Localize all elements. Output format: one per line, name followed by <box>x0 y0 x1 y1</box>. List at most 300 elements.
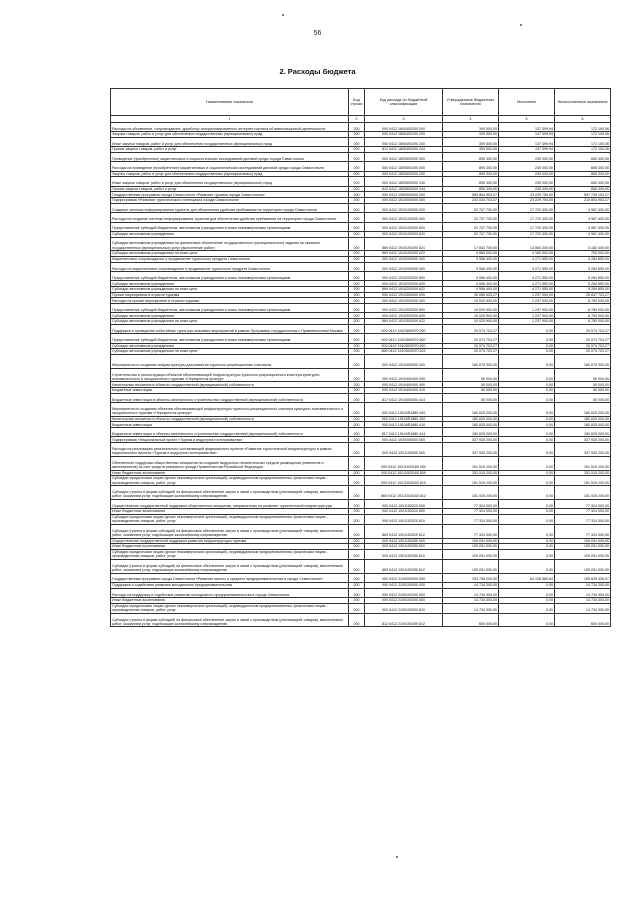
cell-approved: 22 707 700,00 <box>443 231 499 237</box>
cell-line-code: 200 <box>349 313 365 319</box>
cell-line-code: 200 <box>349 334 365 343</box>
cell-approved: 337 930 200,00 <box>443 437 499 443</box>
cell-classification: 000 0412 1800400200 200 <box>365 132 443 138</box>
cell-classification: 000 0412 2100100200 800 <box>365 598 443 604</box>
cell-name: Государственная программа города Севастополя «Развитие малого и среднего предпринимательства в городе Севастополе» <box>111 573 349 582</box>
cell-name: Предоставление субсидий бюджетным, автономным учреждениям и иным некоммерческим организациям <box>111 272 349 281</box>
table-row <box>111 499 611 508</box>
table-row <box>111 324 611 333</box>
cell-executed: 0,00 <box>499 349 555 355</box>
cell-classification: 000 0412 2100000000 000 <box>365 573 443 582</box>
cell-unexecuted: 8 783 000,00 <box>555 304 611 313</box>
cell-approved: 151 515 200,00 <box>443 476 499 486</box>
cell-name: Субсидии автономным учреждениям <box>111 313 349 319</box>
cell-unexecuted: 77 324 000,00 <box>555 514 611 524</box>
cell-line-code: 200 <box>349 437 365 443</box>
cell-approved: 580 864 903,27 <box>443 192 499 198</box>
cell-executed: 4 271 550,00 <box>499 262 555 271</box>
cell-name: Субсидии автономным учреждениям <box>111 281 349 287</box>
cell-classification: 000 0412 192J100000 000 <box>365 443 443 457</box>
cell-line-code: 200 <box>349 177 365 186</box>
cell-approved: 50 000,00 <box>443 382 499 388</box>
cell-name: Проведение (приобретение) маркетинговых и социологических исследований деловой среды города Севастополя <box>111 152 349 161</box>
cell-name: Расходы на проведение (приобретение) маркетинговых и социологических исследований деловой среды города Севастополя <box>111 162 349 171</box>
cell-line-code: 200 <box>349 292 365 298</box>
cell-classification: 000 0412 192J153350 000 <box>365 538 443 544</box>
cell-unexecuted: 28 847 703,27 <box>555 292 611 298</box>
cell-approved: 20 074 703,27 <box>443 324 499 333</box>
cell-approved: 14 734 300,00 <box>443 598 499 604</box>
cell-line-code: 200 <box>349 304 365 313</box>
cell-approved: 20 074 703,27 <box>443 343 499 349</box>
cell-executed: 230 000,00 <box>499 152 555 161</box>
cell-approved: 10 020 900,00 <box>443 304 499 313</box>
table-row <box>111 588 611 597</box>
table-row <box>111 524 611 538</box>
cell-approved: 109 091 000,00 <box>443 538 499 544</box>
cell-executed: 4 160 000,00 <box>499 251 555 257</box>
table-row <box>111 403 611 417</box>
cell-unexecuted: 337 930 200,00 <box>555 443 611 457</box>
cell-executed: 0,00 <box>499 387 555 393</box>
cell-approved: 17 842 700,00 <box>443 237 499 251</box>
cell-executed: 4 271 550,00 <box>499 281 555 287</box>
cell-approved: 10 020 900,00 <box>443 298 499 304</box>
cell-unexecuted: 77 324 000,00 <box>555 524 611 538</box>
cell-approved: 151 515 200,00 <box>443 456 499 470</box>
cell-unexecuted: 151 515 200,00 <box>555 470 611 476</box>
table-row <box>111 213 611 222</box>
cell-approved: 77 324 000,00 <box>443 509 499 515</box>
cell-line-code: 200 <box>349 186 365 192</box>
column-number: 1 <box>111 116 349 122</box>
table-row <box>111 368 611 382</box>
cell-executed: 17 720 300,00 <box>499 213 555 222</box>
cell-classification: 000 0412 2100100000 000 <box>365 582 443 588</box>
cell-executed: 137 399,94 <box>499 122 555 131</box>
cell-classification: 000 0412 1800500200 000 <box>365 162 443 171</box>
cell-approved: 22 707 700,00 <box>443 203 499 212</box>
cell-executed: 0,00 <box>499 456 555 470</box>
table-row <box>111 456 611 470</box>
cell-approved: 193 758 000,00 <box>443 573 499 582</box>
cell-name: Поддержка и содействие развитию молодежного предпринимательства <box>111 582 349 588</box>
cell-line-code: 200 <box>349 192 365 198</box>
table-row <box>111 559 611 573</box>
cell-line-code: 200 <box>349 203 365 212</box>
cell-name: Создание системы информирования туристов для обеспечения удобства пребывания на территории города Севастополя <box>111 203 349 212</box>
cell-classification: 000 0412 1910300000 000 <box>365 292 443 298</box>
header-unexecuted: Неисполненные назначения <box>555 89 611 116</box>
cell-approved: 109 091 000,00 <box>443 544 499 550</box>
cell-approved: 309 500,00 <box>443 132 499 138</box>
cell-line-code: 200 <box>349 470 365 476</box>
cell-unexecuted: 8 783 000,00 <box>555 319 611 325</box>
cell-classification: 000 0412 1910400400 410 <box>365 387 443 393</box>
cell-unexecuted: 180 625 000,00 <box>555 422 611 428</box>
cell-line-code: 200 <box>349 456 365 470</box>
table-row <box>111 152 611 161</box>
header-line-code: Код строки <box>349 89 365 116</box>
cell-line-code: 200 <box>349 122 365 131</box>
cell-name: Расходы на обновление, сопровождение, доработку специализированного интернет-портала об инвестиционной деятельности <box>111 122 349 131</box>
cell-executed: 1 237 900,00 <box>499 292 555 298</box>
cell-line-code: 200 <box>349 422 365 428</box>
cell-unexecuted: 5 284 850,00 <box>555 281 611 287</box>
cell-unexecuted: 665 300,00 <box>555 152 611 161</box>
cell-line-code: 200 <box>349 544 365 550</box>
cell-unexecuted: 5 284 850,00 <box>555 256 611 262</box>
cell-line-code: 200 <box>349 368 365 382</box>
cell-name: Субсидии юридическим лицам (кроме некоммерческих организаций), индивидуальным предпринимателям, физическим лицам - производителям товаров, работ, услуг <box>111 476 349 486</box>
cell-unexecuted: 4 987 400,00 <box>555 213 611 222</box>
cell-line-code: 200 <box>349 343 365 349</box>
cell-name: Строительство и реконструкция объектов обеспечивающей инфраструктуры туристско-рекреационного кластера культурно-познавательного и экскурсионного туризма «Перекресток культур» <box>111 368 349 382</box>
cell-unexecuted: 4 987 400,00 <box>555 222 611 231</box>
cell-approved: 600 000,00 <box>443 613 499 627</box>
cell-executed: 0,00 <box>499 603 555 613</box>
cell-line-code: 200 <box>349 324 365 333</box>
cell-name: Расходы на прочие мероприятия в отрасли туризма <box>111 298 349 304</box>
cell-approved: 14 734 300,00 <box>443 603 499 613</box>
cell-unexecuted: 109 629 339,37 <box>555 573 611 582</box>
cell-unexecuted: 151 515 200,00 <box>555 456 611 470</box>
cell-executed: 230 000,00 <box>499 171 555 177</box>
cell-classification: 000 0412 1920000000 000 <box>365 437 443 443</box>
cell-name: Субсидии (гранты в форме субсидий) на финансовое обеспечение затрат в связи с производством (реализацией товаров), выполнением работ, оказанием услуг, подлежащие казначейскому сопровождению <box>111 524 349 538</box>
cell-name: Иные закупки товаров, работ и услуг для обеспечения государственных (муниципальных) нужд <box>111 177 349 186</box>
column-number: 6 <box>555 116 611 122</box>
cell-approved: 77 324 000,00 <box>443 524 499 538</box>
cell-unexecuted: 665 300,00 <box>555 177 611 186</box>
cell-executed: 0,00 <box>499 486 555 500</box>
cell-unexecuted: 109 091 000,00 <box>555 549 611 559</box>
cell-executed: 0,00 <box>499 416 555 422</box>
cell-unexecuted: 8 783 000,00 <box>555 298 611 304</box>
cell-unexecuted: 180 625 000,00 <box>555 428 611 437</box>
cell-unexecuted: 4 987 400,00 <box>555 203 611 212</box>
cell-name: Обеспечение поддержки общественных инициатив на создание модульных некапитальных средств размещения (кемпингов и автокемпингов) за счет средств резервного фонда Правительства Российской Федерации <box>111 456 349 470</box>
cell-classification: 000 0412 192J153320 800 <box>365 509 443 515</box>
cell-line-code: 200 <box>349 559 365 573</box>
cell-approved: 309 500,00 <box>443 122 499 131</box>
cell-unexecuted: 109 091 000,00 <box>555 538 611 544</box>
section-title: 2. Расходы бюджета <box>279 67 356 76</box>
cell-unexecuted: 20 074 703,27 <box>555 324 611 333</box>
cell-name: Подпрограмма «Развитие туристического потенциала города Севастополя» <box>111 198 349 204</box>
cell-classification: 000 0412 192J1533160 000 <box>365 456 443 470</box>
cell-name: Закупка товаров, работ и услуг для обеспечения государственных (муниципальных) нужд <box>111 171 349 177</box>
cell-executed: 0,00 <box>499 354 555 368</box>
cell-classification: 000 0412 1910200200 600 <box>365 272 443 281</box>
cell-classification: 000 0412 1800500200 240 <box>365 177 443 186</box>
cell-line-code: 200 <box>349 382 365 388</box>
budget-expenditure-table <box>110 88 611 627</box>
cell-name: Иные бюджетные ассигнования <box>111 470 349 476</box>
cell-classification: 000 0412 1910400400 000 <box>365 368 443 382</box>
cell-unexecuted: 172 100,06 <box>555 132 611 138</box>
cell-name: Расходы на поддержку и содействие развитию молодежного предпринимательства в городе Севастополе <box>111 588 349 597</box>
cell-name: Прочая закупка товаров, работ и услуг <box>111 147 349 153</box>
cell-approved: 895 300,00 <box>443 162 499 171</box>
cell-classification: 000 0412 1900000000 000 <box>365 192 443 198</box>
cell-executed: 0,00 <box>499 334 555 343</box>
cell-approved: 151 515 200,00 <box>443 470 499 476</box>
cell-name: Субсидии автономным учреждениям на иные цели <box>111 349 349 355</box>
header-executed: Исполнено <box>499 89 555 116</box>
column-number: 3 <box>365 116 443 122</box>
cell-executed: 1 237 900,00 <box>499 304 555 313</box>
cell-approved: 9 556 400,00 <box>443 287 499 293</box>
cell-executed: 84 128 660,63 <box>499 573 555 582</box>
cell-classification: 000 0412 2100100200 000 <box>365 588 443 597</box>
table-row <box>111 603 611 613</box>
cell-classification: 000 0412 192J1533160 810 <box>365 476 443 486</box>
table-row <box>111 476 611 486</box>
cell-executed: 0,00 <box>499 613 555 627</box>
cell-name: Капитальные вложения в объекты государственной (муниципальной) собственности <box>111 382 349 388</box>
cell-unexecuted: 151 515 200,00 <box>555 476 611 486</box>
cell-classification: 000 0412 192J1533160 800 <box>365 470 443 476</box>
cell-classification: 000 0412 192J153320 000 <box>365 499 443 508</box>
cell-executed: 4 271 550,00 <box>499 256 555 262</box>
cell-line-code: 200 <box>349 298 365 304</box>
cell-approved: 9 556 400,00 <box>443 272 499 281</box>
cell-executed: 0,00 <box>499 382 555 388</box>
cell-executed: 4 271 550,00 <box>499 272 555 281</box>
cell-approved: 895 300,00 <box>443 186 499 192</box>
cell-line-code: 200 <box>349 256 365 262</box>
cell-classification: 000 0412 1910300200 620 <box>365 313 443 319</box>
cell-unexecuted: 180 675 000,00 <box>555 354 611 368</box>
cell-line-code: 200 <box>349 486 365 500</box>
cell-approved: 14 734 300,00 <box>443 582 499 588</box>
cell-classification: 000 0412 1910300200 000 <box>365 298 443 304</box>
cell-classification: 817 0412 19104R1880 414 <box>365 428 443 437</box>
cell-unexecuted: 180 625 000,00 <box>555 416 611 422</box>
cell-approved: 895 300,00 <box>443 177 499 186</box>
cell-approved: 10 020 900,00 <box>443 319 499 325</box>
cell-approved: 9 556 400,00 <box>443 262 499 271</box>
cell-line-code: 200 <box>349 349 365 355</box>
cell-line-code: 200 <box>349 262 365 271</box>
cell-executed: 0,00 <box>499 549 555 559</box>
cell-unexecuted: 50 000,00 <box>555 368 611 382</box>
cell-classification: 869 0412 19103М3970 622 <box>365 349 443 355</box>
cell-approved: 180 625 000,00 <box>443 416 499 422</box>
cell-line-code: 200 <box>349 393 365 402</box>
cell-executed: 23 229 750,00 <box>499 198 555 204</box>
cell-executed: 0,00 <box>499 428 555 437</box>
cell-line-code: 200 <box>349 213 365 222</box>
table-row <box>111 613 611 627</box>
cell-classification: 000 0412 1910200200 000 <box>365 262 443 271</box>
cell-name: Мероприятия по созданию объектов обеспечивающей инфраструктуры туристско-рекреационного кластера культурно-познавательного и экскурсионного туризма «Перекресток культур» <box>111 403 349 417</box>
cell-classification: 000 0412 19104R1880 400 <box>365 416 443 422</box>
cell-approved: 180 675 000,00 <box>443 354 499 368</box>
cell-executed: 1 237 900,00 <box>499 298 555 304</box>
cell-unexecuted: 77 324 000,00 <box>555 499 611 508</box>
cell-name: Субсидии (гранты в форме субсидий) на финансовое обеспечение затрат в связи с производством (реализацией товаров), выполнением работ, оказанием услуг, подлежащие казначейскому сопровождению <box>111 486 349 500</box>
table-row <box>111 272 611 281</box>
cell-unexecuted: 20 074 703,27 <box>555 349 611 355</box>
cell-line-code: 200 <box>349 147 365 153</box>
cell-unexecuted: 172 100,06 <box>555 147 611 153</box>
cell-line-code: 200 <box>349 476 365 486</box>
cell-executed: 230 000,00 <box>499 177 555 186</box>
cell-name: Субсидии (гранты в форме субсидий) на финансовое обеспечение затрат в связи с производством (реализацией товаров), выполнением работ, оказанием услуг, подлежащие казначейскому сопровождению <box>111 559 349 573</box>
cell-executed: 0,00 <box>499 588 555 597</box>
table-row <box>111 428 611 437</box>
cell-executed: 0,00 <box>499 470 555 476</box>
cell-unexecuted: 109 091 000,00 <box>555 559 611 573</box>
cell-executed: 0,00 <box>499 343 555 349</box>
table-body <box>111 116 611 627</box>
cell-executed: 0,00 <box>499 437 555 443</box>
cell-unexecuted: 8 783 000,00 <box>555 313 611 319</box>
cell-executed: 23 229 750,00 <box>499 192 555 198</box>
cell-name: Расходы на маркетинговое сопровождение и продвижение туристского продукта Севастополя <box>111 262 349 271</box>
cell-executed: 0,00 <box>499 443 555 457</box>
cell-classification: 000 0412 1910000000 000 <box>365 198 443 204</box>
cell-name: Иные бюджетные ассигнования <box>111 598 349 604</box>
cell-approved: 30 085 603,27 <box>443 292 499 298</box>
cell-unexecuted: 50 000,00 <box>555 393 611 402</box>
cell-unexecuted: 50 000,00 <box>555 382 611 388</box>
cell-executed: 0,00 <box>499 544 555 550</box>
cell-unexecuted: 5 284 850,00 <box>555 272 611 281</box>
cell-line-code: 200 <box>349 387 365 393</box>
cell-unexecuted: 172 100,06 <box>555 137 611 146</box>
cell-name: Субсидии (гранты в форме субсидий) на финансовое обеспечение затрат в связи с производством (реализацией товаров), выполнением работ, оказанием услуг, подлежащие казначейскому сопровождению <box>111 613 349 627</box>
cell-executed: 0,00 <box>499 559 555 573</box>
cell-approved: 180 625 000,00 <box>443 403 499 417</box>
cell-line-code: 200 <box>349 287 365 293</box>
cell-executed: 17 720 300,00 <box>499 231 555 237</box>
cell-classification: 869 0412 1910300200 622 <box>365 319 443 325</box>
cell-name: Субсидии юридическим лицам (кроме некоммерческих организаций), индивидуальным предпринимателям, физическим лицам - производителям товаров, работ, услуг <box>111 549 349 559</box>
cell-approved: 50 000,00 <box>443 368 499 382</box>
cell-executed: 137 399,94 <box>499 147 555 153</box>
cell-classification: 000 0412 19104R1880 000 <box>365 403 443 417</box>
cell-unexecuted: 557 735 153,27 <box>555 192 611 198</box>
cell-line-code: 200 <box>349 319 365 325</box>
cell-classification: 000 0412 1910100200 620 <box>365 231 443 237</box>
cell-name: Субсидии автономным учреждениям <box>111 231 349 237</box>
page-number: 56 <box>313 30 322 37</box>
cell-approved: 50 000,00 <box>443 393 499 402</box>
cell-name: Субсидии юридическим лицам (кроме некоммерческих организаций), индивидуальным предпринимателям, физическим лицам - производителям товаров, работ, услуг <box>111 514 349 524</box>
cell-name: Иные бюджетные ассигнования <box>111 544 349 550</box>
cell-classification: 000 0412 1910400000 000 <box>365 354 443 368</box>
cell-name: Осуществление государственной поддержки общественных инициатив, направленных на развитие туристической инфраструктуры <box>111 499 349 508</box>
cell-classification: 812 0412 1800500200 244 <box>365 186 443 192</box>
cell-approved: 9 556 400,00 <box>443 281 499 287</box>
cell-approved: 109 091 000,00 <box>443 559 499 573</box>
cell-approved: 243 034 703,27 <box>443 198 499 204</box>
cell-approved: 180 625 000,00 <box>443 428 499 437</box>
cell-approved: 50 000,00 <box>443 387 499 393</box>
cell-classification: 000 0412 1910200200 620 <box>365 281 443 287</box>
cell-line-code: 200 <box>349 281 365 287</box>
column-number: 5 <box>499 116 555 122</box>
cell-name: Мероприятия по созданию инфраструктуры для развития туристско-рекреационных кластеров <box>111 354 349 368</box>
cell-executed: 0,00 <box>499 499 555 508</box>
table-row <box>111 304 611 313</box>
cell-executed: 0,00 <box>499 403 555 417</box>
header-name: Наименование показателя <box>111 89 349 116</box>
table-row <box>111 334 611 343</box>
cell-executed: 4 271 550,00 <box>499 287 555 293</box>
cell-executed: 0,00 <box>499 598 555 604</box>
cell-line-code: 200 <box>349 549 365 559</box>
cell-name: Субсидии юридическим лицам (кроме некоммерческих организаций), индивидуальным предпринимателям, физическим лицам - производителям товаров, работ, услуг <box>111 603 349 613</box>
table-row <box>111 549 611 559</box>
cell-approved: 109 091 000,00 <box>443 549 499 559</box>
cell-classification: 812 0412 1800400200 244 <box>365 147 443 153</box>
cell-executed: 0,00 <box>499 476 555 486</box>
cell-executed: 0,00 <box>499 324 555 333</box>
cell-executed: 0,00 <box>499 509 555 515</box>
header-approved: Утвержденные бюджетные назначения <box>443 89 499 116</box>
cell-line-code: 200 <box>349 524 365 538</box>
cell-name: Прочая закупка товаров, работ и услуг <box>111 186 349 192</box>
cell-approved: 77 324 000,00 <box>443 499 499 508</box>
cell-unexecuted: 14 734 300,00 <box>555 598 611 604</box>
table-row <box>111 514 611 524</box>
cell-unexecuted: 151 515 200,00 <box>555 486 611 500</box>
cell-name: Поддержка и проведение событийных туристско-значимых мероприятий в рамках Программы сотрудничества с Правительством Москвы <box>111 324 349 333</box>
cell-unexecuted: 50 000,00 <box>555 387 611 393</box>
cell-classification: 812 0412 2100100200 812 <box>365 613 443 627</box>
cell-approved: 309 500,00 <box>443 147 499 153</box>
cell-unexecuted: 5 284 850,00 <box>555 287 611 293</box>
cell-name: Закупка товаров, работ и услуг для обеспечения государственных (муниципальных) нужд <box>111 132 349 138</box>
cell-name: Расходы на реализацию регионального составляющей федерального проекта «Развитие туристической инфраструктуры в рамках национального проекта «Туризм и индустрия гостеприимства» <box>111 443 349 457</box>
cell-classification: 817 0412 1910400400 414 <box>365 393 443 402</box>
cell-classification: 869 0412 192J153320 812 <box>365 524 443 538</box>
cell-line-code: 200 <box>349 514 365 524</box>
cell-line-code: 200 <box>349 598 365 604</box>
cell-classification: 000 0412 1910200000 000 <box>365 256 443 262</box>
column-number: 4 <box>443 116 499 122</box>
cell-approved: 22 707 700,00 <box>443 213 499 222</box>
cell-executed: 17 720 300,00 <box>499 222 555 231</box>
cell-classification: 000 0412 1910100000 000 <box>365 203 443 212</box>
cell-line-code: 200 <box>349 222 365 231</box>
cell-line-code: 200 <box>349 132 365 138</box>
cell-executed: 17 720 300,00 <box>499 203 555 212</box>
cell-name: Бюджетные инвестиции в объекты капитального строительства государственной (муниципальной) собственности <box>111 428 349 437</box>
cell-approved: 4 865 000,00 <box>443 251 499 257</box>
cell-unexecuted: 5 284 850,00 <box>555 262 611 271</box>
cell-line-code: 200 <box>349 538 365 544</box>
cell-unexecuted: 665 300,00 <box>555 162 611 171</box>
table-row <box>111 137 611 146</box>
cell-classification: 000 0412 1800400200 000 <box>365 122 443 131</box>
cell-unexecuted: 705 000,00 <box>555 251 611 257</box>
cell-executed: 230 000,00 <box>499 186 555 192</box>
cell-classification: 000 0412 19103М3970 600 <box>365 334 443 343</box>
cell-unexecuted: 4 987 400,00 <box>555 231 611 237</box>
cell-name: Маркетинговое сопровождение и продвижение туристского продукта Севастополя <box>111 256 349 262</box>
cell-classification: 000 0412 2100100200 810 <box>365 603 443 613</box>
table-row <box>111 203 611 212</box>
cell-executed: 1 237 900,00 <box>499 319 555 325</box>
cell-line-code: 200 <box>349 582 365 588</box>
cell-classification: 000 0412 1910300200 600 <box>365 304 443 313</box>
cell-unexecuted: 337 930 200,00 <box>555 437 611 443</box>
